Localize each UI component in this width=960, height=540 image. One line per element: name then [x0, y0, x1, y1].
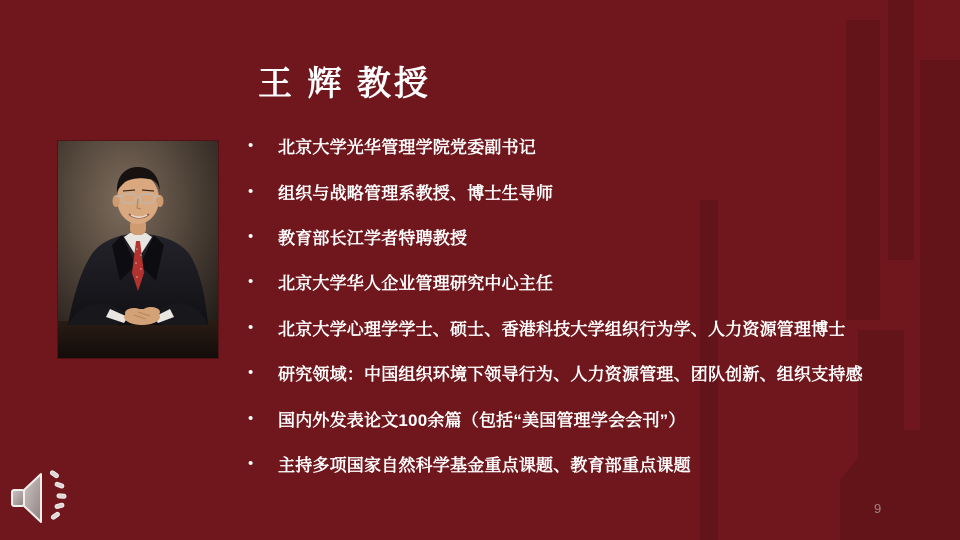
bullet-text: 北京大学华人企业管理研究中心主任: [278, 274, 554, 294]
bullet-marker: •: [248, 364, 254, 382]
list-item: [248, 395, 948, 440]
bullet-marker: •: [248, 182, 254, 200]
page-number: 9: [874, 501, 882, 516]
bullet-text: 主持多项国家自然科学基金重点课题、教育部重点课题: [278, 455, 691, 475]
list-item: [248, 214, 948, 259]
list-item: [248, 259, 948, 304]
list-item: [248, 305, 948, 350]
slide-title: 王 辉 教授: [258, 65, 431, 103]
list-item: [248, 350, 948, 395]
bullet-marker: •: [248, 454, 254, 472]
bullet-text: 北京大学心理学学士、硕士、香港科技大学组织行为学、人力资源管理博士: [278, 319, 846, 339]
bullet-marker: •: [248, 137, 254, 155]
bullet-text: 研究领域：中国组织环境下领导行为、人力资源管理、团队创新、组织支持感: [278, 365, 863, 385]
professor-photo: [58, 141, 218, 358]
bullet-marker: •: [248, 409, 254, 427]
list-item: [248, 441, 948, 486]
list-item: [248, 168, 948, 213]
bullet-text: 北京大学光华管理学院党委副书记: [278, 138, 536, 158]
bullet-text: 国内外发表论文100余篇（包括“美国管理学会会刊”）: [278, 410, 686, 430]
bullet-marker: •: [248, 227, 254, 245]
bullet-text: 教育部长江学者特聘教授: [278, 228, 468, 248]
list-item: [248, 123, 948, 168]
credential-list: [248, 123, 948, 486]
speaker-icon[interactable]: [8, 466, 72, 530]
bullet-text: 组织与战略管理系教授、博士生导师: [278, 183, 554, 203]
bullet-marker: •: [248, 273, 254, 291]
bullet-marker: •: [248, 318, 254, 336]
